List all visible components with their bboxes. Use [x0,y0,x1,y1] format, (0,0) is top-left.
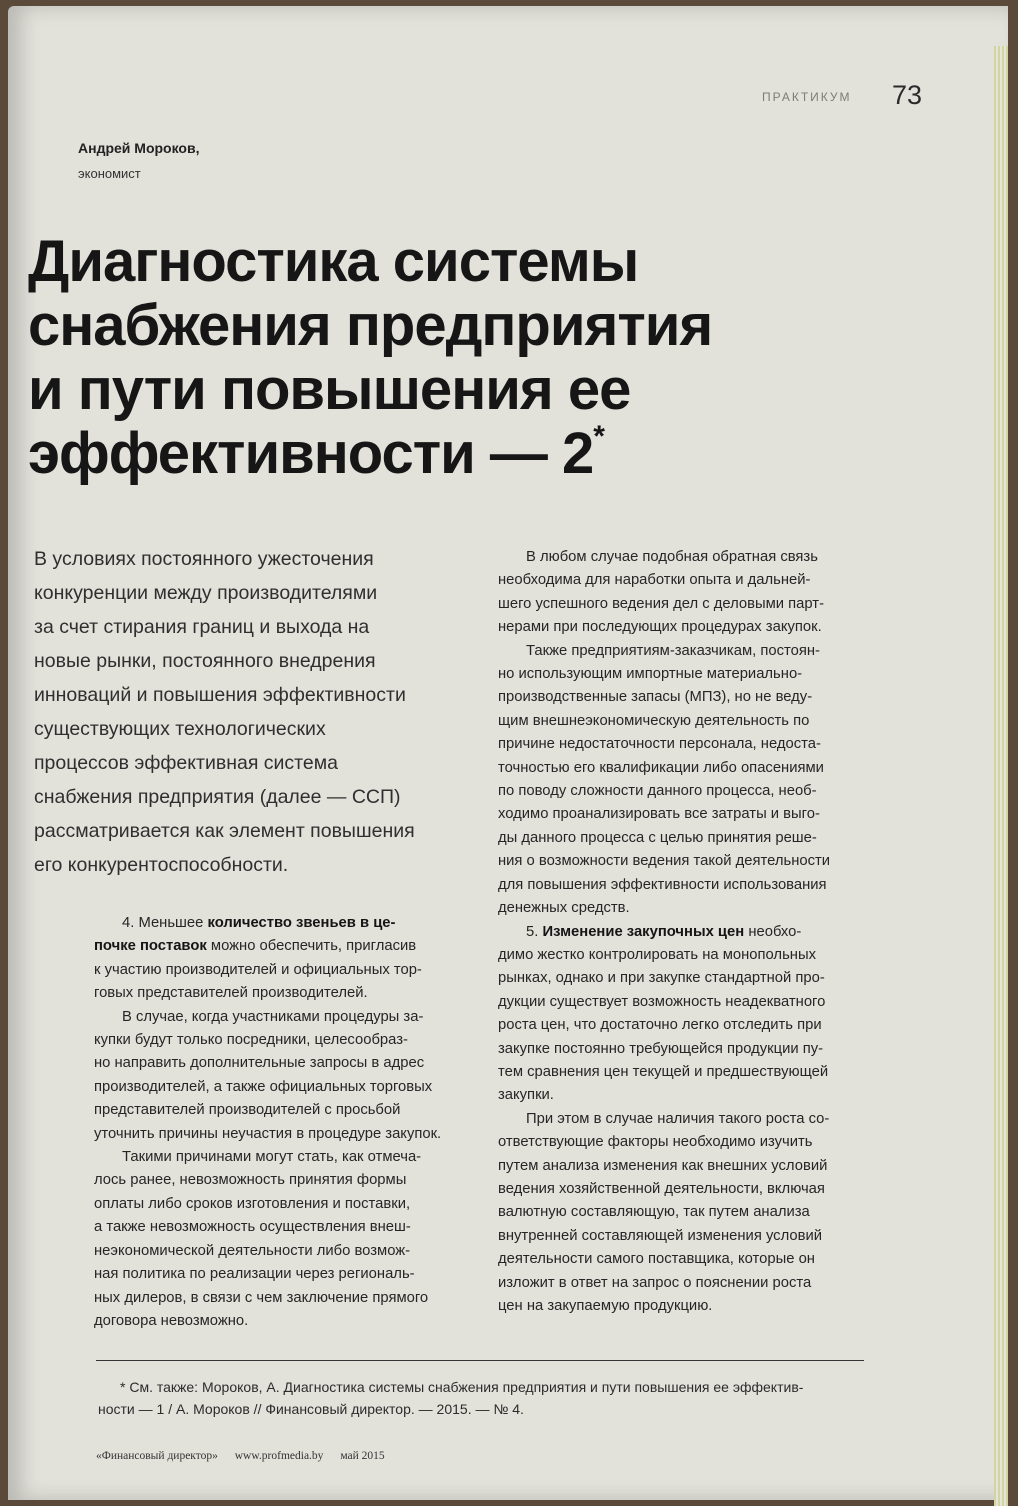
footnote-divider [96,1360,864,1361]
text-line: но направить дополнительные запросы в адрес [94,1055,425,1072]
text-line: ответствующие факторы необходимо изучить [498,1134,813,1151]
lead-line: снабжения предприятия (далее — ССП) [34,786,401,808]
left-column [94,912,474,1333]
text-line: ния о возможности ведения такой деятельности [498,853,831,870]
text-line: говых представителей производителей. [94,985,368,1002]
text-line: по поводу сложности данного процесса, необ- [498,783,817,800]
text-line: изложит в ответ на запрос о пояснении роста [498,1274,812,1291]
lead-line: инноваций и повышения эффективности [34,684,406,706]
text-line: а также невозможность осуществления внеш- [94,1219,411,1236]
text-line: рынках, однако и при закупке стандартной про- [498,970,825,987]
right-column [498,546,868,1318]
text-line: путем анализа изменения как внешних условий [498,1157,828,1174]
lead-line: существующих технологических [34,718,326,740]
title-footnote-mark: * [593,420,604,453]
text-run: можно обеспечить, пригласив [206,938,417,955]
author-role: экономист [78,166,141,181]
lead-line: конкуренции между производителями [34,582,378,604]
footnote-line: ности — 1 / А. Мороков // Финансовый директор. — 2015. — № 4. [98,1401,524,1417]
text-line: В случае, когда участниками процедуры за- [122,1008,424,1025]
text-line: неэкономической деятельности либо возмож- [94,1242,411,1259]
bold-term: Изменение закупочных цен [542,923,745,940]
text-line: лось ранее, невозможность принятия формы [94,1172,407,1189]
text-line: цен на закупаемую продукцию. [498,1298,713,1314]
text-line: для повышения эффективности использования [498,876,827,893]
text-line [498,921,868,944]
text-line: шего успешного ведения дел с деловыми парт- [498,595,825,612]
text-line: При этом в случае наличия такого роста со- [526,1110,830,1127]
page-footer [96,1450,399,1462]
footnote-line: * См. также: Мороков, А. Диагностика системы снабжения предприятия и пути повышения ее эффектив- [120,1379,804,1395]
lead-line: его конкурентоспособности. [34,854,289,876]
lead-line: за счет стирания границ и выхода на [34,616,370,638]
text-line: щим внешнеэкономическую деятельность по [498,712,810,729]
lead-line: процессов эффективная система [34,752,338,774]
text-line [94,935,474,958]
issue-date: май 2015 [340,1450,385,1462]
text-run: 5. [526,923,543,940]
text-line: ды данного процесса с целью принятия реше- [498,829,817,846]
page-edge [994,46,1008,1506]
text-line: закупке постоянно требующейся продукции пу- [498,1040,824,1057]
text-line: Также предприятиям-заказчикам, постоян- [526,642,820,659]
text-line: ная политика по реализации через региональ- [94,1266,415,1283]
title-line: снабжения предприятия [28,293,713,358]
text-line: ходимо проанализировать все затраты и выго- [498,806,820,823]
title-line [28,422,848,486]
text-line: дукции существует возможность неадекватного [498,993,826,1010]
lead-line: рассматривается как элемент повышения [34,820,415,842]
text-line: внутренней составляющей изменения условий [498,1227,822,1244]
bold-term: количество звеньев в це- [207,915,396,931]
text-line: купки будут только посредники, целесообраз- [94,1032,408,1049]
text-line: необходима для наработки опыта и дальней- [498,572,811,589]
text-line: В любом случае подобная обратная связь [526,549,818,565]
text-line: Такими причинами могут стать, как отмеча- [122,1149,422,1166]
page-number: 73 [892,80,923,110]
title-line: Диагностика системы [28,229,639,294]
text-line: тем сравнения цен текущей и предшествующей [498,1063,829,1080]
section-label: ПРАКТИКУМ [762,90,852,104]
text-line: ных дилеров, в связи с чем заключение прямого [94,1289,429,1306]
text-line: димо жестко контролировать на монопольных [498,946,816,963]
text-line: причине недостаточности персонала, недоста- [498,736,821,753]
lead-paragraph [34,542,474,882]
text-line: оплаты либо сроков изготовления и поставки, [94,1195,411,1212]
text-line: производителей, а также официальных торговых [94,1078,433,1095]
bold-term: почке поставок [94,938,207,955]
text-line: но использующим импортные материально- [498,666,803,683]
footnote [98,1376,878,1420]
magazine-name: «Финансовый директор» [96,1450,218,1462]
author-name: Андрей Мороков, [78,140,200,156]
text-line: нерами при последующих процедурах закупок. [498,619,822,636]
title-line-text: эффективности — 2 [28,421,594,486]
website-link[interactable]: www.profmedia.by [234,1450,324,1462]
magazine-page [8,6,1008,1500]
text-line: денежных средств. [498,900,630,917]
text-line: ведения хозяйственной деятельности, включая [498,1180,825,1197]
lead-line: новые рынки, постоянного внедрения [34,650,376,672]
text-line: деятельности самого поставщика, которые он [498,1251,815,1268]
text-run: 4. Меньшее [122,915,208,931]
title-line: и пути повышения ее [28,357,631,422]
text-line [94,912,474,935]
text-run: необхо- [744,923,802,940]
text-line: договора невозможно. [94,1312,249,1329]
text-line: роста цен, что достаточно легко отследить при [498,1017,822,1034]
text-line: валютную составляющую, так путем анализа [498,1204,810,1221]
article-title [28,230,848,486]
text-line: точностью его квалификации либо опасениями [498,759,824,776]
text-line: закупки. [498,1087,554,1104]
text-line: к участию производителей и официальных тор- [94,961,422,978]
lead-line: В условиях постоянного ужесточения [34,548,374,570]
text-line: производственные запасы (МПЗ), но не веду- [498,689,813,706]
text-line: уточнить причины неучастия в процедуре закупок. [94,1125,442,1142]
text-line: представителей производителей с просьбой [94,1102,401,1119]
